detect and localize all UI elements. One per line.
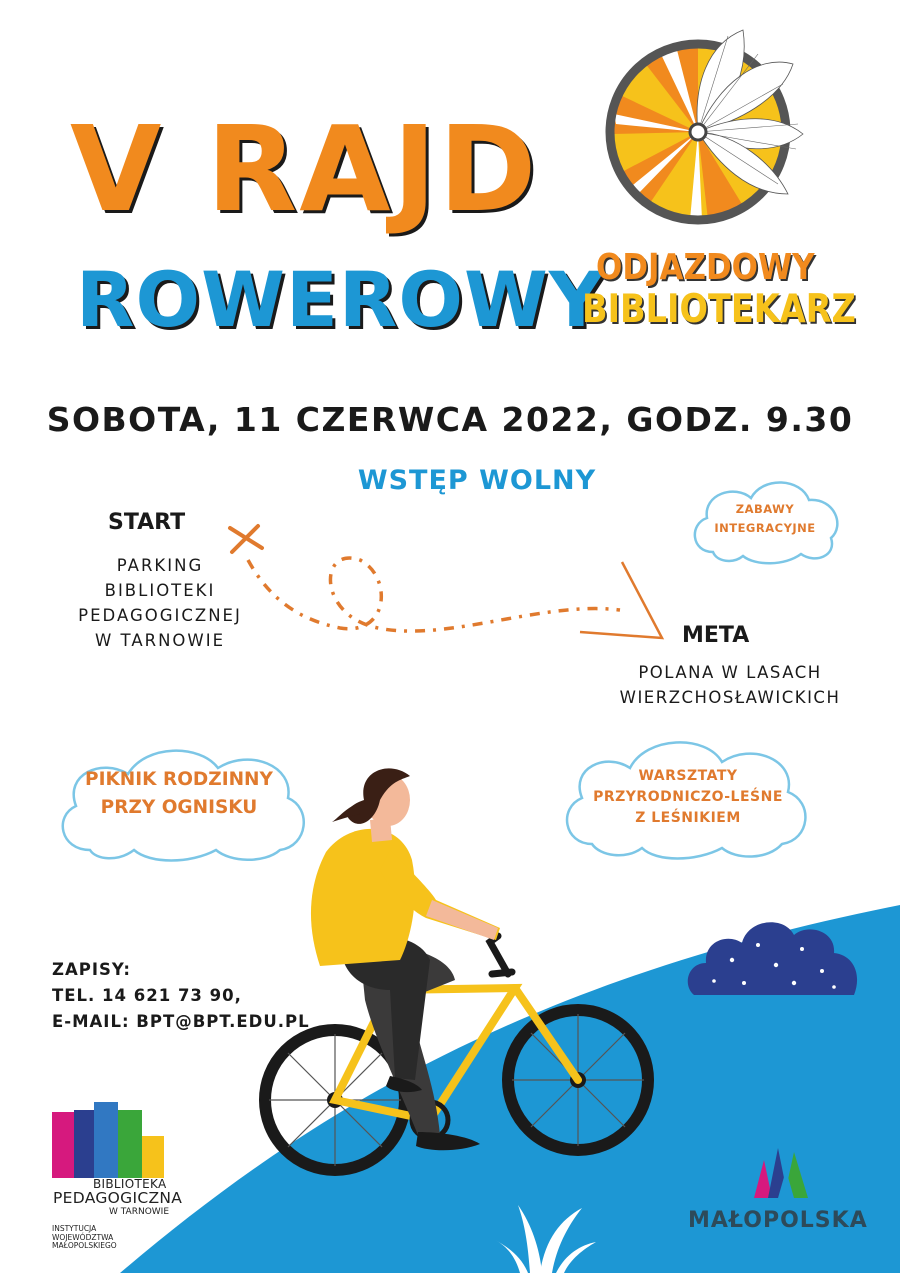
cloud-text-zabawy [700, 500, 830, 538]
registration-contact [52, 957, 310, 1035]
start-location-line: W TARNOWIE [94, 631, 226, 650]
start-location [60, 553, 260, 653]
finish-location [580, 660, 880, 710]
cloud-text-line: WARSZTATY [638, 768, 738, 784]
start-location-line: PARKING [116, 556, 204, 575]
library-name-line: PEDAGOGICZNA [53, 1189, 183, 1207]
cloud-text-line: PRZYRODNICZO-LEŚNE [593, 789, 783, 805]
library-name [53, 1178, 182, 1217]
logo-text-bibliotekarz: BIBLIOTEKARZ [582, 287, 856, 332]
library-logo-books [52, 1100, 167, 1178]
start-label: START [108, 510, 186, 535]
library-name-line: W TARNOWIE [109, 1207, 170, 1217]
registration-label: ZAPISY: [52, 960, 131, 979]
cloud-text-line: Z LEŚNIKIEM [635, 810, 741, 826]
institution-line: INSTYTUCJA [52, 1224, 97, 1233]
finish-location-line: POLANA W LASACH [638, 663, 822, 682]
cloud-text-line: ZABAWY [735, 502, 795, 516]
library-name-line: BIBLIOTEKA [93, 1177, 167, 1191]
institution-line: WOJEWÓDZTWA [52, 1232, 114, 1242]
cloud-text-line: INTEGRACYJNE [714, 521, 816, 535]
event-date: SOBOTA, 11 CZERWCA 2022, GODZ. 9.30 [46, 400, 854, 439]
library-institution [52, 1225, 142, 1251]
malopolska-logo [750, 1140, 812, 1200]
title-line-1: V RAJD [70, 100, 539, 238]
logo-text-odjazdowy: ODJAZDOWY [596, 247, 815, 288]
cloud-text-piknik [68, 766, 290, 822]
finish-location-line: WIERZCHOSŁAWICKICH [619, 688, 841, 707]
region-name: MAŁOPOLSKA [688, 1208, 868, 1233]
cloud-text-line: PIKNIK RODZINNY [85, 769, 273, 790]
cloud-text-warsztaty [568, 766, 808, 829]
title-line-2: ROWEROWY [76, 255, 605, 344]
cloud-text-line: PRZY OGNISKU [100, 797, 258, 818]
finish-label: META [682, 623, 750, 648]
contact-email: E-MAIL: BPT@BPT.EDU.PL [52, 1012, 310, 1031]
start-location-line: PEDAGOGICZNEJ [78, 606, 242, 625]
institution-line: MAŁOPOLSKIEGO [52, 1241, 117, 1250]
contact-phone: TEL. 14 621 73 90, [52, 986, 242, 1005]
admission-info: WSTĘP WOLNY [357, 465, 597, 496]
start-location-line: BIBLIOTEKI [104, 581, 216, 600]
